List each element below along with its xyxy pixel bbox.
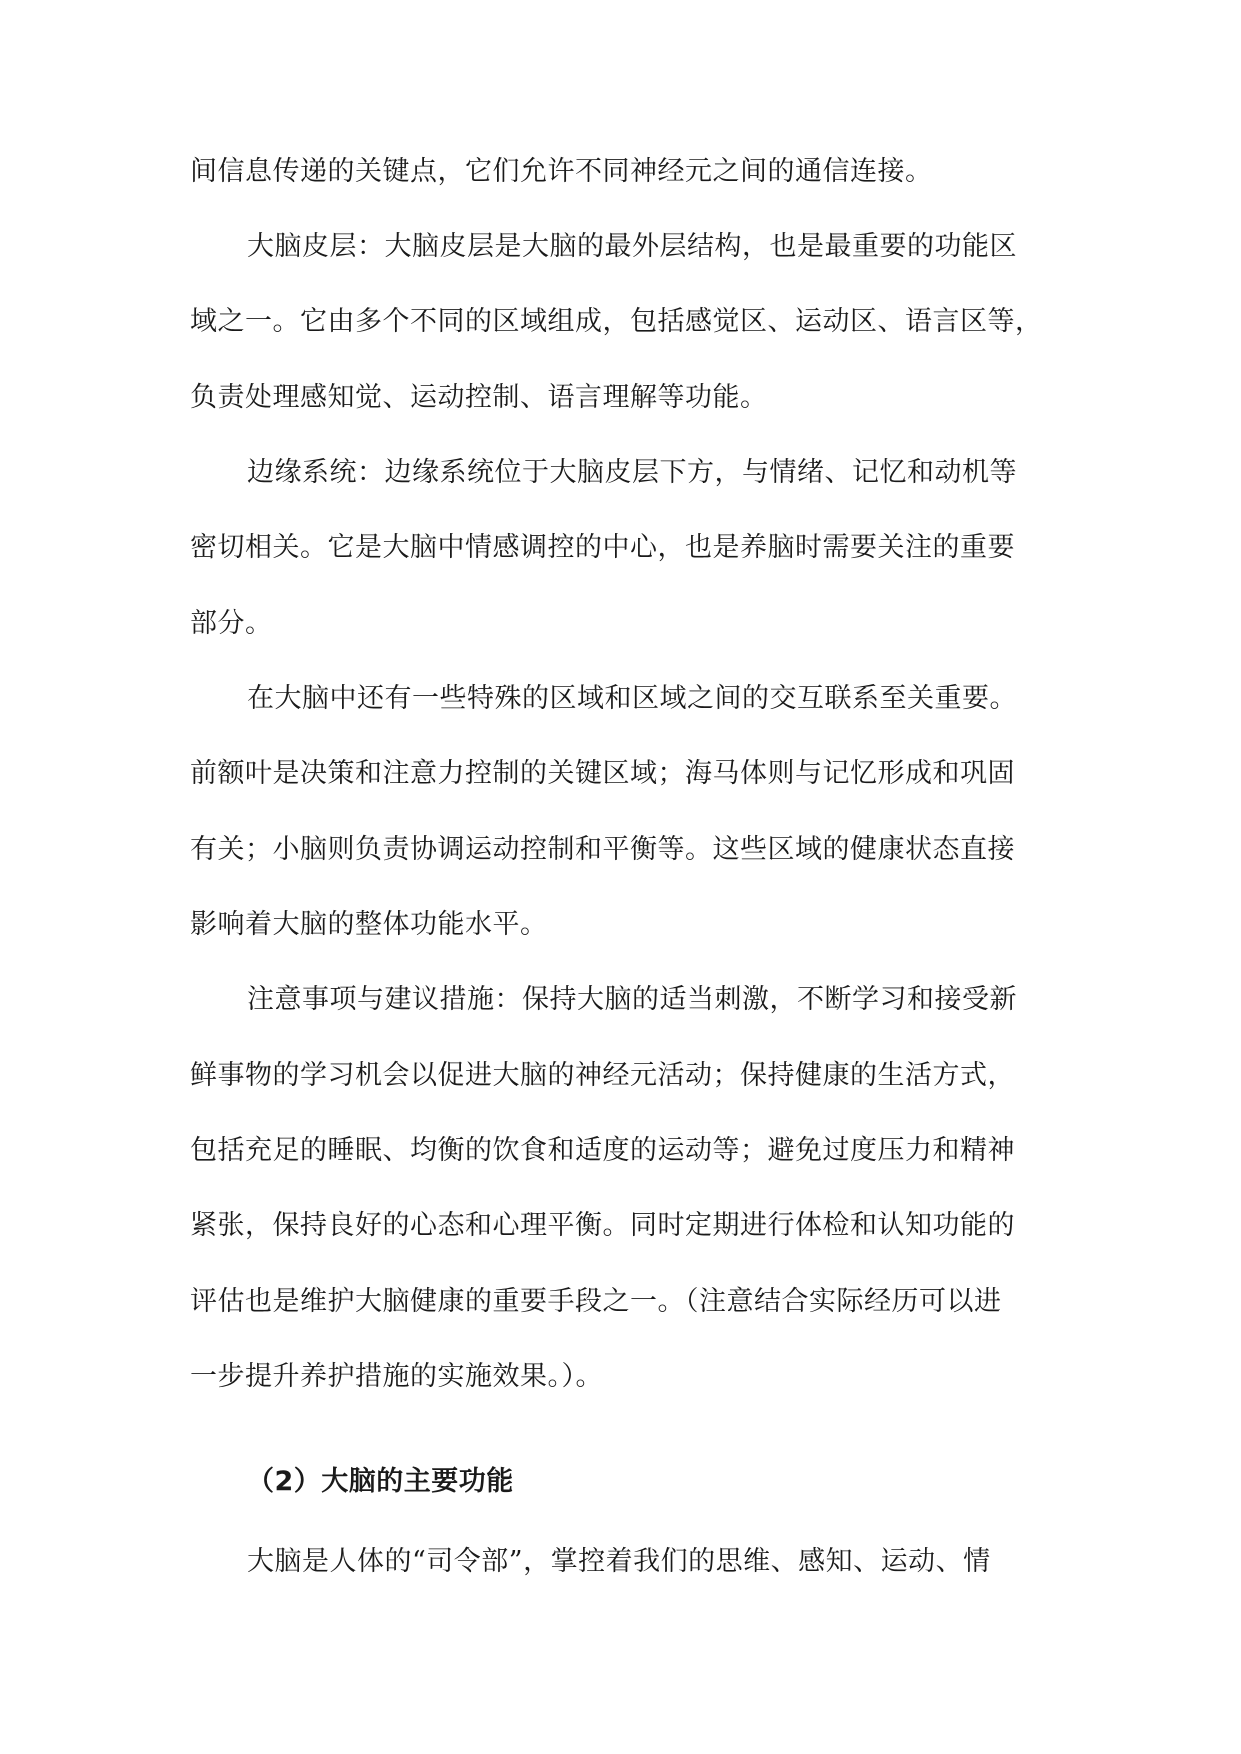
- paragraph-line: 部分。: [190, 608, 273, 639]
- paragraph-line: 在大脑中还有一些特殊的区域和区域之间的交互联系至关重要。: [247, 683, 1017, 714]
- paragraph-line: 间信息传递的关键点，它们允许不同神经元之间的通信连接。: [190, 156, 933, 187]
- paragraph-line: 有关；小脑则负责协调运动控制和平衡等。这些区域的健康状态直接: [190, 834, 1015, 865]
- paragraph-line: 域之一。它由多个不同的区域组成，包括感觉区、运动区、语言区等，: [190, 306, 1043, 337]
- section-heading: （2）大脑的主要功能: [247, 1466, 514, 1497]
- paragraph-line: 负责处理感知觉、运动控制、语言理解等功能。: [190, 382, 768, 413]
- paragraph-line: 密切相关。它是大脑中情感调控的中心，也是养脑时需要关注的重要: [190, 532, 1015, 563]
- paragraph-line: 大脑皮层：大脑皮层是大脑的最外层结构，也是最重要的功能区: [247, 231, 1017, 262]
- paragraph-line: 注意事项与建议措施：保持大脑的适当刺激，不断学习和接受新: [247, 984, 1017, 1015]
- paragraph-line: 大脑是人体的“司令部”，掌控着我们的思维、感知、运动、情: [247, 1546, 991, 1577]
- paragraph-line: 鲜事物的学习机会以促进大脑的神经元活动；保持健康的生活方式，: [190, 1060, 1015, 1091]
- paragraph-line: 一步提升养护措施的实施效果。）。: [190, 1361, 603, 1392]
- paragraph-line: 包括充足的睡眠、均衡的饮食和适度的运动等；避免过度压力和精神: [190, 1135, 1015, 1166]
- paragraph-line: 评估也是维护大脑健康的重要手段之一。（注意结合实际经历可以进: [190, 1286, 1002, 1317]
- document-page: [190, 0, 1052, 1754]
- paragraph-line: 前额叶是决策和注意力控制的关键区域；海马体则与记忆形成和巩固: [190, 758, 1015, 789]
- paragraph-line: 影响着大脑的整体功能水平。: [190, 909, 548, 940]
- paragraph-line: 紧张，保持良好的心态和心理平衡。同时定期进行体检和认知功能的: [190, 1210, 1015, 1241]
- paragraph-line: 边缘系统：边缘系统位于大脑皮层下方，与情绪、记忆和动机等: [247, 457, 1017, 488]
